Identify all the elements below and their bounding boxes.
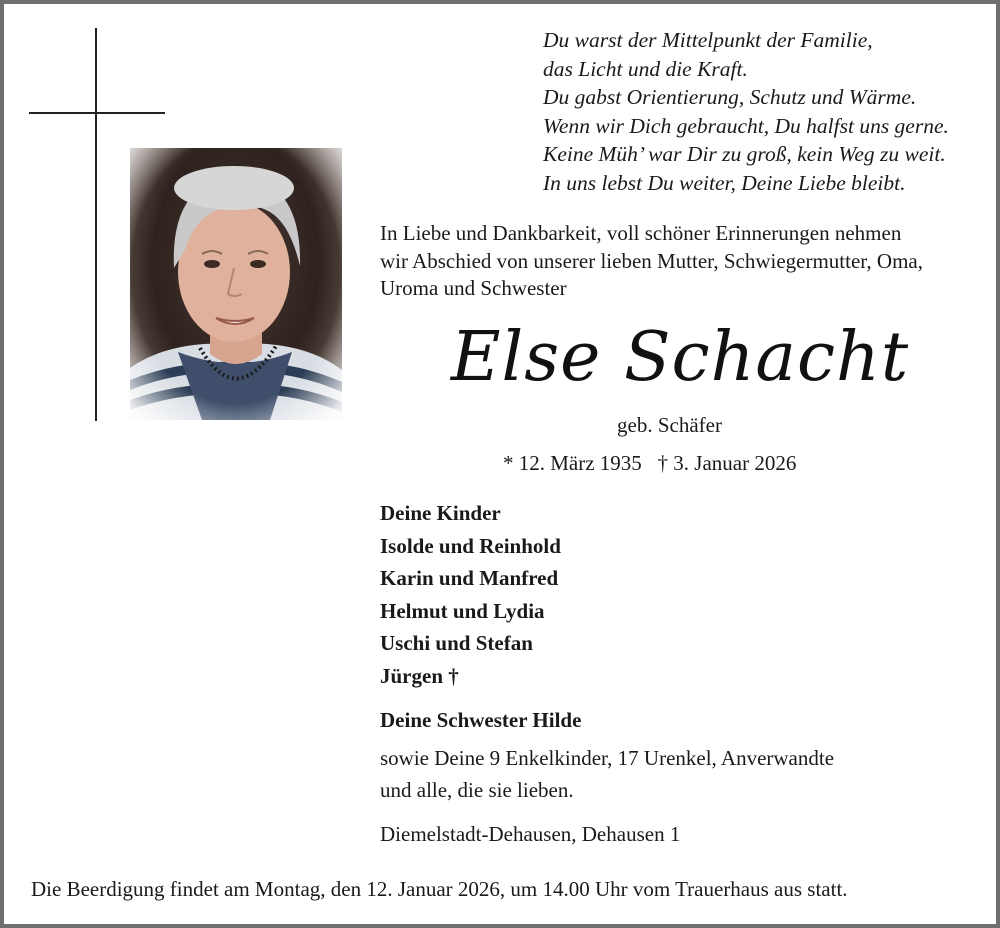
- poem-line: das Licht und die Kraft.: [543, 56, 748, 81]
- intro-line: Uroma und Schwester: [380, 276, 567, 300]
- other-mourners: [380, 742, 834, 806]
- poem-line: In uns lebst Du weiter, Deine Liebe bleibt.: [543, 170, 906, 195]
- intro-text: [380, 220, 923, 303]
- children-list: [380, 497, 561, 693]
- maiden-name: geb. Schäfer: [617, 413, 722, 437]
- cross-icon-horizontal: [29, 112, 165, 114]
- other-mourners-line: sowie Deine 9 Enkelkinder, 17 Urenkel, Anverwandte: [380, 746, 835, 770]
- life-dates: * 12. März 1935 † 3. Januar 2026: [503, 451, 797, 475]
- poem-line: Du gabst Orientierung, Schutz und Wärme.: [543, 85, 917, 109]
- other-mourners-line: und alle, die sie lieben.: [380, 778, 574, 802]
- mourner-line: Karin und Manfred: [380, 566, 559, 591]
- cross-icon-vertical: [95, 28, 97, 421]
- mourner-line: Jürgen †: [380, 663, 459, 688]
- poem-line: Wenn wir Dich gebraucht, Du halfst uns gerne.: [543, 113, 949, 138]
- mourner-line: Isolde und Reinhold: [380, 533, 561, 558]
- poem-line: Keine Müh’ war Dir zu groß, kein Weg zu weit.: [543, 142, 946, 166]
- funeral-notice: Die Beerdigung findet am Montag, den 12. Januar 2026, um 14.00 Uhr vom Trauerhaus aus statt.: [31, 877, 848, 901]
- mourner-line: Deine Kinder: [380, 501, 501, 525]
- mourner-line: Helmut und Lydia: [380, 598, 545, 623]
- deceased-name: Else Schacht: [450, 318, 910, 397]
- sister-line: Deine Schwester Hilde: [380, 708, 582, 732]
- portrait-photo: [130, 148, 342, 420]
- poem: [543, 26, 949, 197]
- intro-line: In Liebe und Dankbarkeit, voll schöner Erinnerungen nehmen: [380, 221, 902, 245]
- poem-line: Du warst der Mittelpunkt der Familie,: [543, 28, 873, 52]
- address: Diemelstadt-Dehausen, Dehausen 1: [380, 822, 681, 846]
- intro-line: wir Abschied von unserer lieben Mutter, Schwiegermutter, Oma,: [380, 248, 924, 273]
- mourner-line: Uschi und Stefan: [380, 631, 533, 656]
